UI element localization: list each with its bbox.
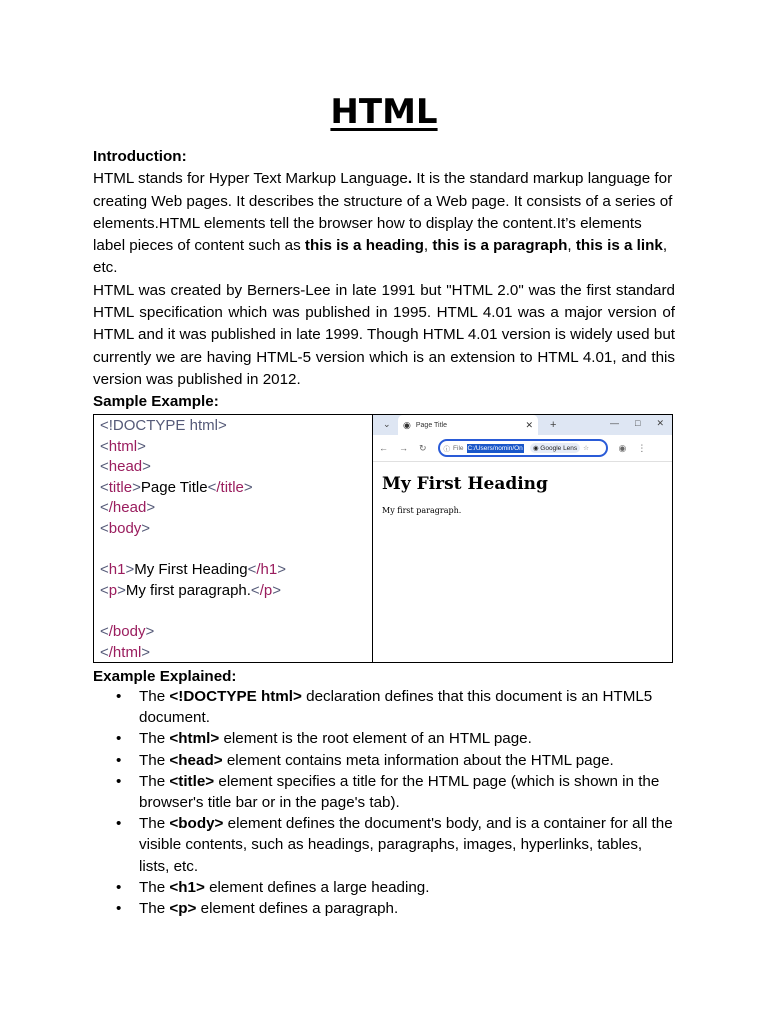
profile-icon[interactable]: ◉ xyxy=(618,442,627,453)
rendered-paragraph: My first paragraph. xyxy=(382,506,462,515)
introduction-heading: Introduction: xyxy=(93,148,187,165)
address-text[interactable]: C:/Users/nomin/On xyxy=(467,444,523,452)
code-doctype: <!DOCTYPE html> xyxy=(100,417,227,434)
list-item: • The <h1> element defines a large heading. xyxy=(93,877,675,898)
lens-label: Google Lens xyxy=(540,445,578,452)
browser-tab-bar xyxy=(373,415,672,435)
browser-page-content xyxy=(373,462,672,527)
example-explained-heading: Example Explained: xyxy=(93,668,237,685)
bold-phrase: this is a heading xyxy=(304,237,424,255)
close-tab-icon[interactable]: ✕ xyxy=(525,419,533,430)
intro-text: It is the standard markup language for creating Web pages. It describes the structure of a Web page. It consists of a series of elements.HTML elements tell the browser how to display the content.It’s elements label pieces of content such as xyxy=(93,170,673,255)
address-bar[interactable] xyxy=(438,439,608,457)
intro-paragraph-2: HTML was created by Berners-Lee in late 1991 but "HTML 2.0" was the first standard HTML specification which was published in 1995. HTML 4.01 was a major version of HTML and it was published in late 1999. Though HTML 4.01 version is widely used but currently we are having HTML-5 version which is an extension to HTML 4.01, and this version was published in 2012. xyxy=(93,281,675,388)
menu-icon[interactable]: ⋮ xyxy=(637,442,647,453)
code-title: <title>Page Title</title> xyxy=(100,478,253,496)
file-label: File xyxy=(453,444,464,452)
code-head-open: <head> xyxy=(100,458,151,476)
explained-list xyxy=(93,686,675,919)
code-blank-line xyxy=(100,601,372,622)
bold-phrase: this is a paragraph xyxy=(432,237,568,255)
intro-dot: . xyxy=(407,170,413,188)
sample-example-table xyxy=(93,414,673,663)
star-icon[interactable]: ☆ xyxy=(583,445,589,452)
page-title: HTML xyxy=(330,92,438,132)
close-window-icon[interactable]: ✕ xyxy=(656,418,664,428)
browser-screenshot xyxy=(373,415,672,662)
list-item: • The <html> element is the root element of an HTML page. xyxy=(93,728,675,749)
intro-text: , xyxy=(423,237,433,255)
list-item: • The <title> element specifies a title for the HTML page (which is shown in the browser's title bar or in the page's tab). xyxy=(93,771,675,813)
list-item: • The <p> element defines a paragraph. xyxy=(93,898,675,919)
code-html-open: <html> xyxy=(100,437,146,455)
browser-tab[interactable] xyxy=(398,415,538,435)
code-body-close: </body> xyxy=(100,622,155,640)
code-head-close: </head> xyxy=(100,499,156,517)
intro-text: HTML stands for Hyper Text Markup Language xyxy=(93,170,408,188)
introduction-section xyxy=(93,146,675,414)
lens-icon: ◉ xyxy=(532,445,539,452)
code-h1: <h1>My First Heading</h1> xyxy=(100,561,286,579)
sample-example-heading: Sample Example: xyxy=(93,393,219,411)
code-p: <p>My first paragraph.</p> xyxy=(100,581,281,599)
browser-toolbar xyxy=(373,435,672,462)
list-item: • The <head> element contains meta information about the HTML page. xyxy=(93,750,675,771)
tab-title: Page Title xyxy=(415,421,447,429)
code-column xyxy=(94,415,373,662)
window-controls xyxy=(610,418,664,429)
forward-icon[interactable]: → xyxy=(399,443,408,453)
new-tab-icon[interactable]: + xyxy=(550,419,557,431)
maximize-icon[interactable]: □ xyxy=(635,418,641,428)
rendered-heading: My First Heading xyxy=(382,474,548,494)
code-blank-line xyxy=(100,540,372,561)
intro-text: , etc. xyxy=(93,237,668,277)
list-item: • The <!DOCTYPE html> declaration defines that this document is an HTML5 document. xyxy=(93,686,675,728)
intro-text: , xyxy=(567,237,576,255)
intro-paragraph-1 xyxy=(93,168,675,279)
google-lens-button[interactable] xyxy=(530,443,580,453)
bold-phrase: this is a link xyxy=(575,237,663,255)
code-html-close: </html> xyxy=(100,643,151,661)
back-icon[interactable]: ← xyxy=(379,443,388,453)
tab-search-chevron-icon[interactable]: ⌄ xyxy=(383,419,391,429)
reload-icon[interactable]: ↻ xyxy=(419,442,427,453)
minimize-icon[interactable]: — xyxy=(610,418,620,428)
globe-icon: ◉ xyxy=(403,419,411,430)
list-item: • The <body> element defines the document's body, and is a container for all the visible contents, such as headings, paragraphs, images, hyperlinks, tables, lists, etc. xyxy=(93,813,675,877)
code-body-open: <body> xyxy=(100,519,151,537)
info-icon: ⓘ xyxy=(443,445,451,453)
